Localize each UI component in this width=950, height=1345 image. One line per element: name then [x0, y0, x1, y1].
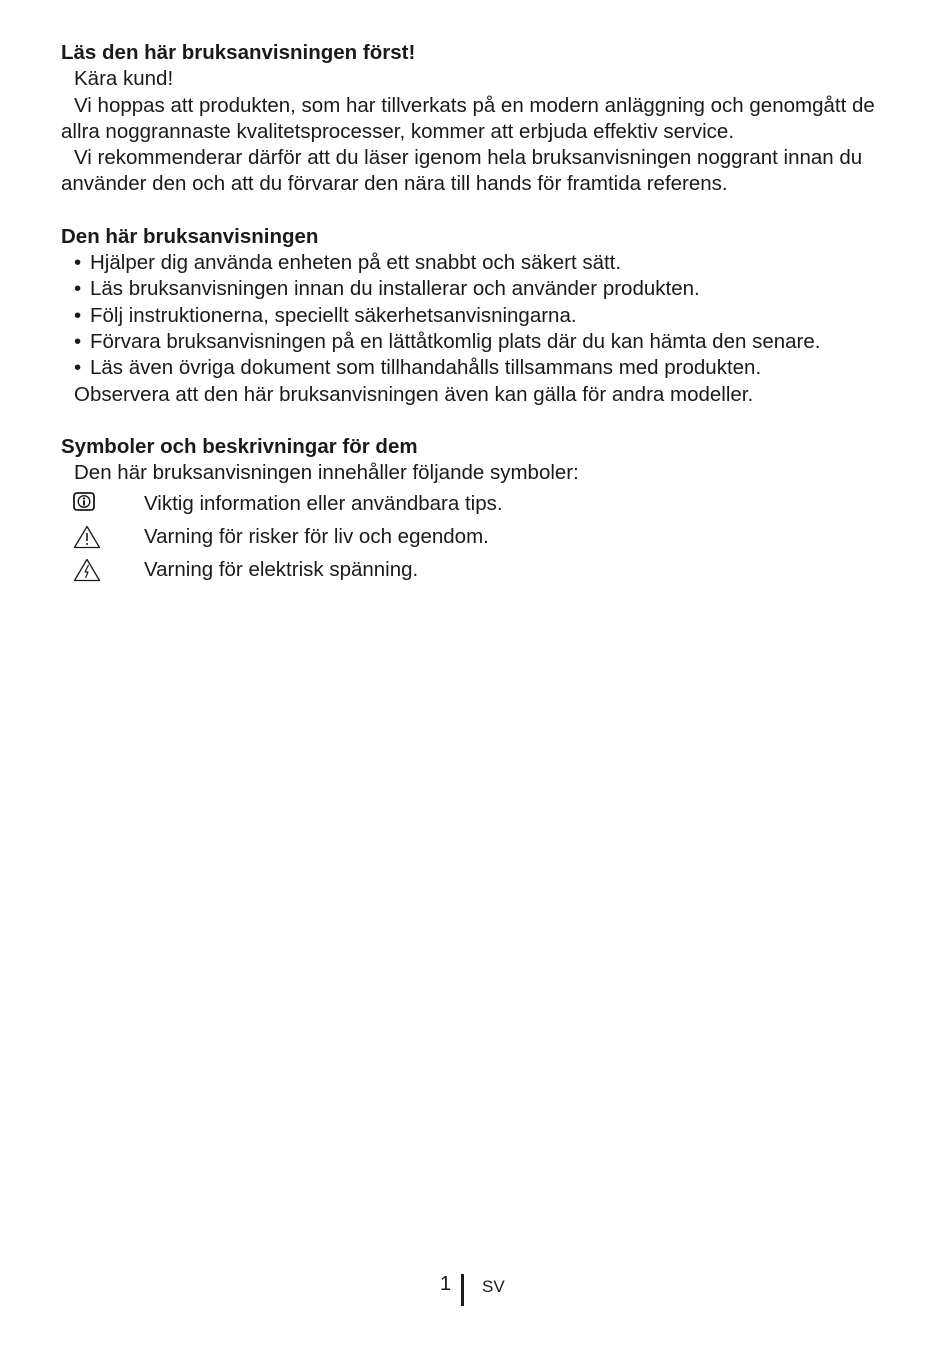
- symbol-description: Varning för elektrisk spänning.: [144, 558, 419, 582]
- list-item: • Följ instruktionerna, speciellt säkerhetsanvisningarna.: [74, 303, 891, 329]
- intro-section: [61, 40, 891, 198]
- electric-warning-icon: [73, 558, 101, 582]
- manual-bullet-list: [61, 250, 891, 381]
- symbol-row-info: [61, 486, 891, 519]
- page-footer: [0, 1271, 950, 1311]
- list-item: • Hjälper dig använda enheten på ett snabbt och säkert sätt.: [74, 250, 891, 276]
- symbol-description: Viktig information eller användbara tips.: [144, 492, 503, 516]
- symbol-description: Varning för risker för liv och egendom.: [144, 525, 489, 549]
- manual-note: Observera att den här bruksanvisningen även kan gälla för andra modeller.: [74, 382, 754, 406]
- warning-triangle-icon: [73, 525, 101, 549]
- symbols-heading: Symboler och beskrivningar för dem: [61, 434, 418, 458]
- intro-paragraph: Vi rekommenderar därför att du läser igenom hela bruksanvisningen noggrant innan du använder den och att du förvarar den nära till hands för framtida referens.: [61, 146, 863, 196]
- symbols-section: [61, 434, 891, 586]
- manual-heading: Den här bruksanvisningen: [61, 224, 319, 248]
- symbol-row-electric: [61, 552, 891, 585]
- greeting: Kära kund!: [74, 67, 174, 91]
- list-item: • Förvara bruksanvisningen på en lättåtkomlig plats där du kan hämta den senare.: [74, 329, 891, 355]
- symbol-row-warning: [61, 519, 891, 552]
- symbols-intro: Den här bruksanvisningen innehåller följande symboler:: [74, 461, 579, 485]
- page-number: 1: [440, 1273, 452, 1295]
- intro-heading: Läs den här bruksanvisningen först!: [61, 41, 416, 64]
- page-content: [61, 40, 891, 585]
- language-code: SV: [482, 1277, 505, 1296]
- info-icon: [73, 492, 101, 516]
- manual-section: [61, 224, 891, 408]
- list-item: • Läs bruksanvisningen innan du installerar och använder produkten.: [74, 276, 891, 302]
- intro-paragraph: Vi hoppas att produkten, som har tillverkats på en modern anläggning och genomgått de allra noggrannaste kvalitetsprocesser, kommer att erbjuda effektiv service.: [61, 93, 875, 143]
- list-item: • Läs även övriga dokument som tillhandahålls tillsammans med produkten.: [74, 355, 891, 381]
- footer-divider: [461, 1274, 464, 1306]
